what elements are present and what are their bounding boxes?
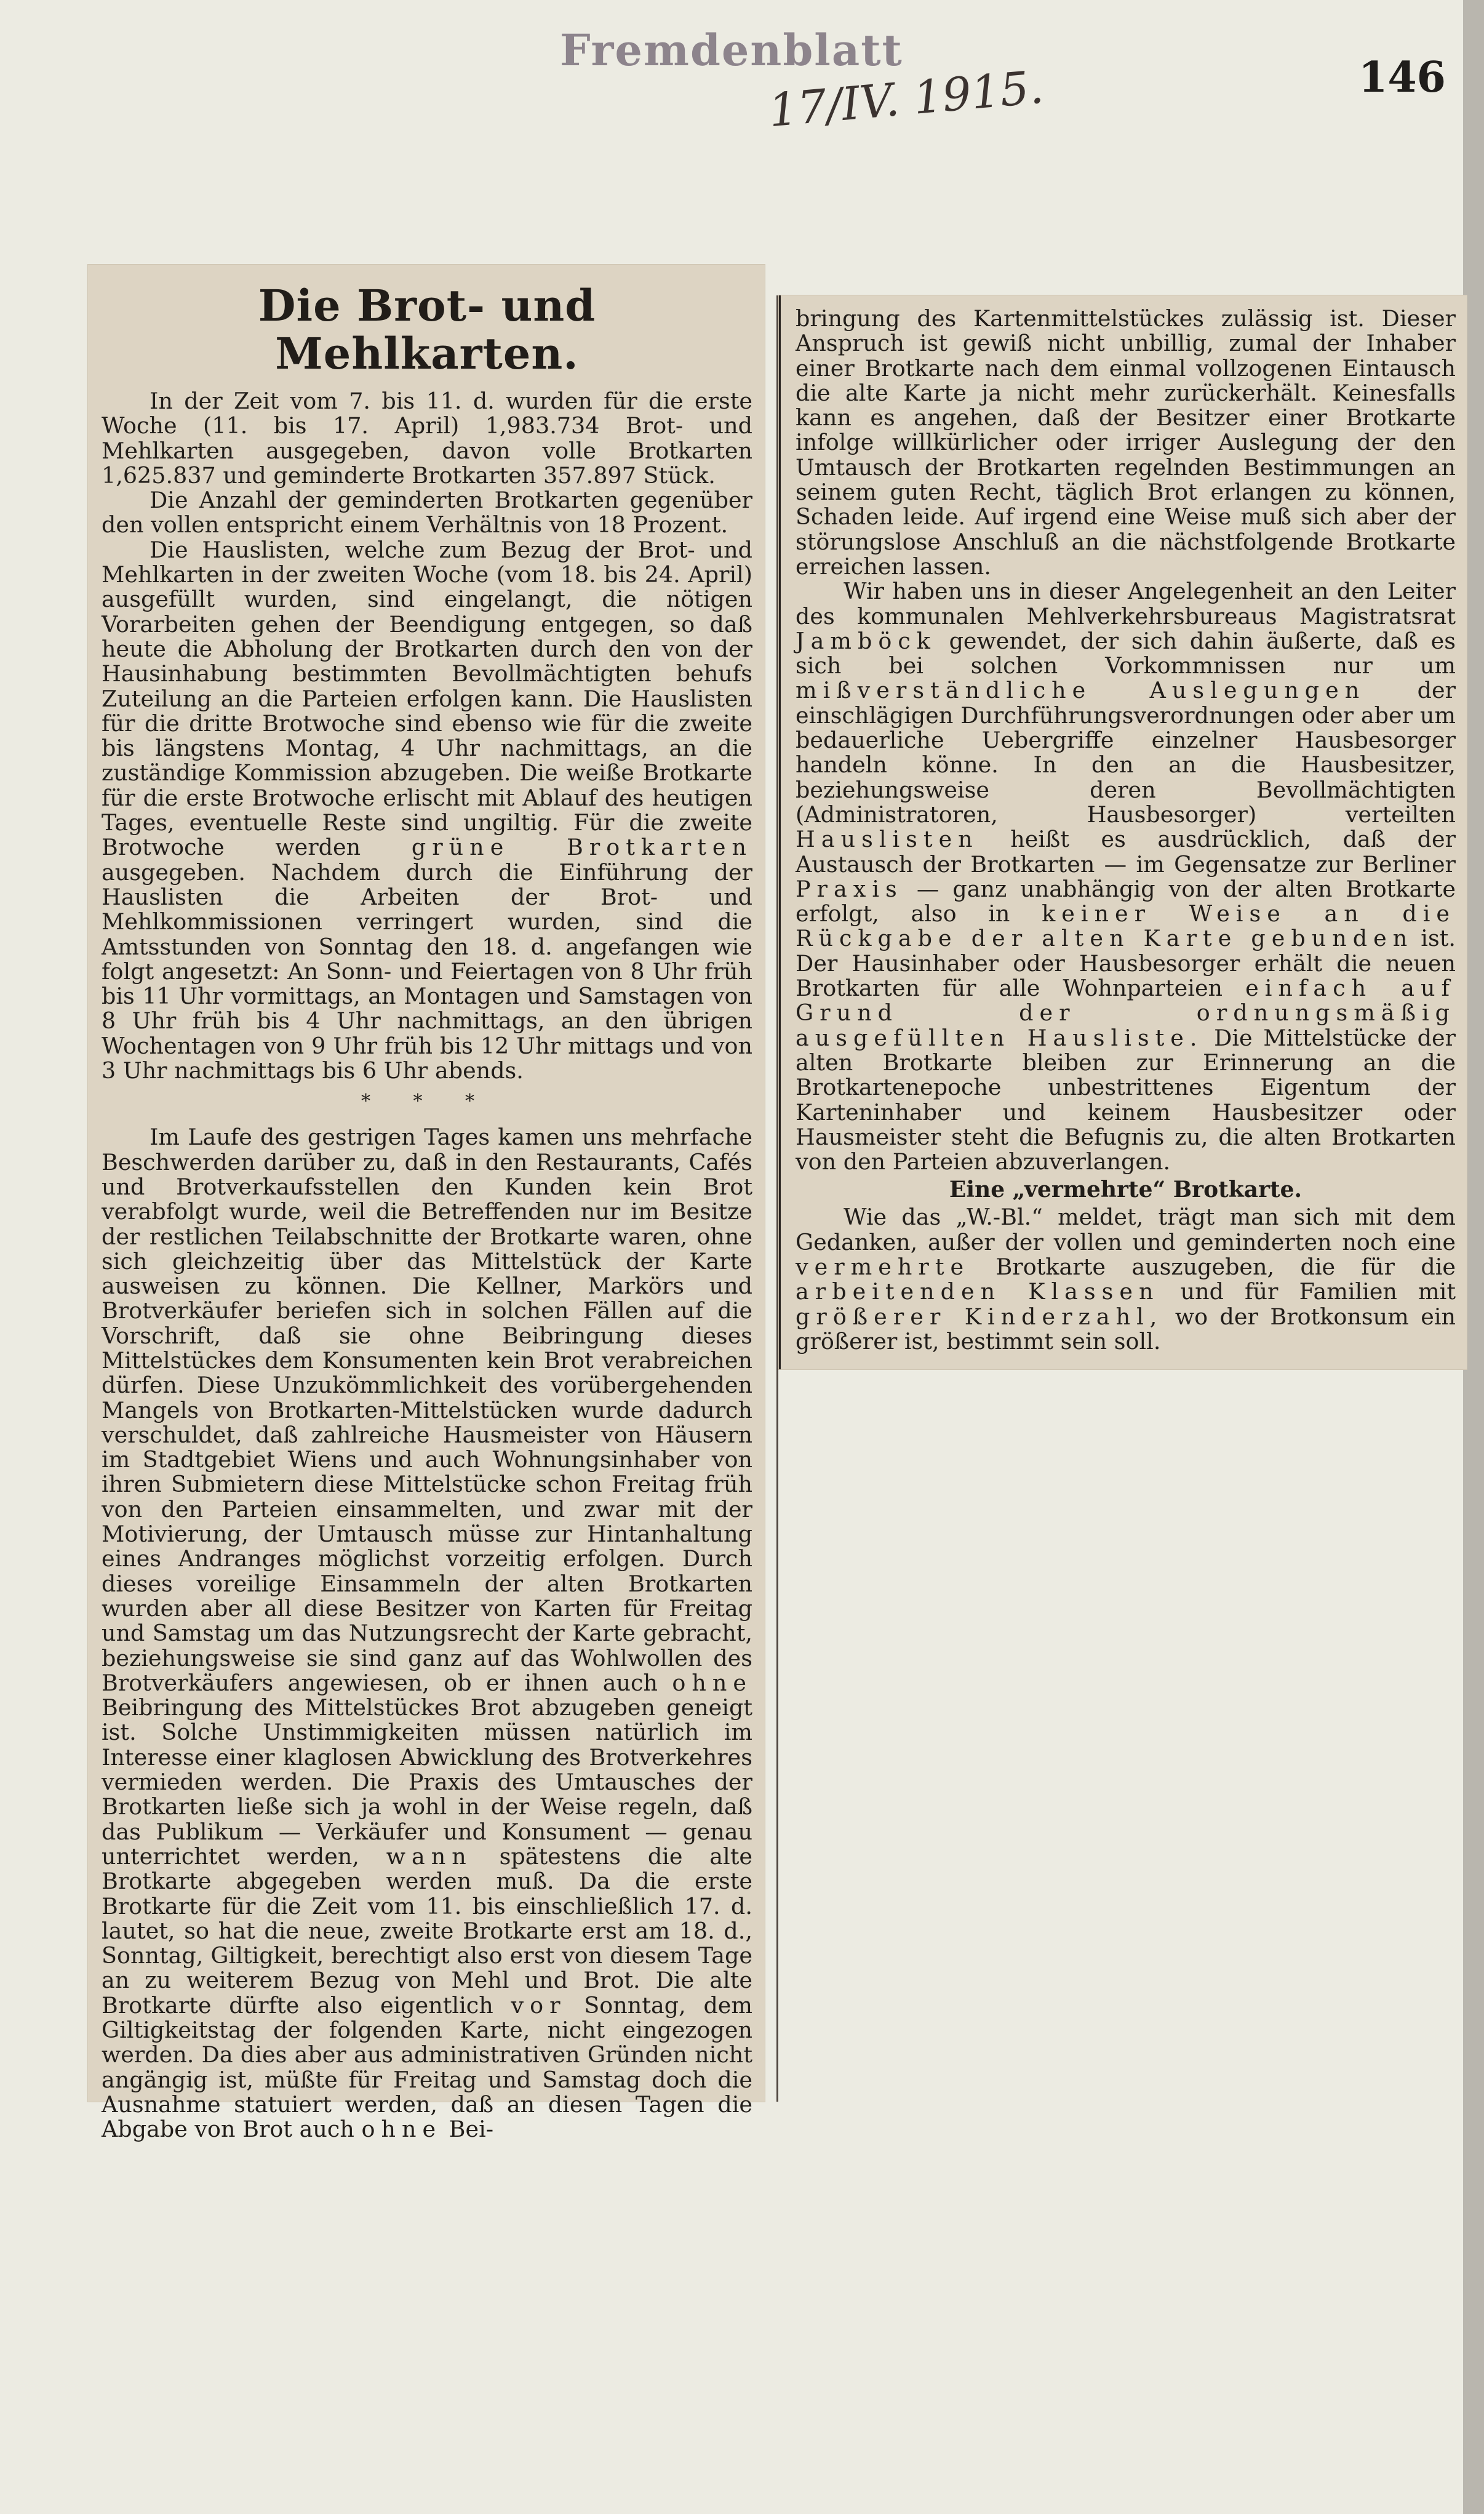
text-run: Im Laufe des gestrigen Tages kamen uns mehrfache Beschwerden darüber zu, daß in den Restaurants, Cafés und Brotverkaufsstellen den Kunden kein Brot verabfolgt wurde, weil die Betreffenden nur im Besitze der restlichen Teilabschnitte der Brotkarte waren, ohne sich gleichzeitig über das Mittelstück der Karte ausweisen zu können. Die Kellner, Markörs und Brotverkäufer beriefen sich in solchen Fällen auf die Vorschrift, daß sie ohne Beibringung dieses Mittelstückes dem Konsumenten kein Brot verabreichen dürfen. Diese Unzukömmlichkeit des vorübergehenden Mangels von Brotkarten-Mittelstücken wurde dadurch verschuldet, daß zahlreiche Hausmeister von Häusern im Stadtgebiet Wiens und auch Wohnungsinhaber von ihren Submietern diese Mittelstücke schon Freitag früh von den Parteien einsammelten, und zwar mit der Motivierung, der Umtausch müsse zur Hintanhaltung eines Andranges möglichst vorzeitig erfolgen. Durch dieses voreilige Einsammeln der alten Brotkarten wurden aber all diese Besitzer von Karten für Freitag und Samstag um das Nutzungsrecht der Karte gebracht, beziehungsweise sie sind ganz auf das Wohlwollen des Brotverkäufers angewiesen, ob er ihnen auch xyxy=(102,1124,752,1696)
text-run: der einschlägigen Durchführungsverordnungen oder aber um bedauerliche Uebergriffe einzelner Hausbesorger handeln könne. In den an die Hausbesitzer, beziehungsweise deren Bevollmächtigten (Administratoren, Hausbesorger) verteilten xyxy=(796,677,1456,828)
text-run: Bei- xyxy=(449,2116,494,2143)
spaced-emphasis: ohne xyxy=(672,1669,752,1696)
spaced-emphasis: ohne xyxy=(361,2116,442,2143)
paragraph: In der Zeit vom 7. bis 11. d. wurden für die erste Woche (11. bis 17. April) 1,983.734 Brot- und Mehlkarten ausgegeben, davon volle Brotkarten 1,625.837 und geminderte Brotkarten 357.897 Stück. xyxy=(102,388,752,489)
column-divider xyxy=(776,295,778,2102)
spaced-emphasis: grüne Brotkarten xyxy=(411,834,752,861)
paragraph: bringung des Kartenmittelstückes zulässig ist. Dieser Anspruch ist gewiß nicht unbillig, zumal der Inhaber einer Brotkarte nach dem einmal vollzogenen Eintausch die alte Karte ja nicht mehr zurückerhält. Keinesfalls kann es angehen, daß der Besitzer einer Brotkarte infolge willkürlicher oder irriger Auslegung der den Umtausch der Brotkarten regelnden Bestimmungen an seinem guten Recht, täglich Brot erlangen zu können, Schaden leide. Auf irgend eine Weise muß sich aber der störungslose Anschluß an die nächstfolgende Brotkarte erreichen lassen. xyxy=(796,305,1456,580)
newspaper-stamp: Fremdenblatt xyxy=(560,25,903,76)
section-subheading: Eine „vermehrte“ Brotkarte. xyxy=(949,1177,1302,1203)
text-run: Wir haben uns in dieser Angelegenheit an den Leiter des kommunalen Mehlverkehrsbureaus Magistratsrat xyxy=(796,578,1456,630)
paragraph xyxy=(796,579,1456,1174)
text-run: Sonntag, dem Giltigkeitstag der folgenden Karte, nicht eingezogen werden. Da dies aber aus administrativen Gründen nicht angängig ist, müßte für Freitag und Samstag doch die Ausnahme statuiert werden, daß an diesen Tagen die Abgabe von Brot auch xyxy=(102,1992,753,2143)
spaced-emphasis: mißverständliche Auslegungen xyxy=(796,677,1366,704)
spaced-emphasis: einfach auf Grund der ordnungsmäßig ausgefüllten Hausliste. xyxy=(796,975,1456,1051)
text-run: Die Mittelstücke der alten Brotkarte bleiben zur Erinnerung an die Brotkartenepoche unbestrittenes Eigentum der Karteninhaber und keinem Hausbesitzer oder Hausmeister steht die Befugnis zu, die alten Brotkarten von den Parteien abzuverlangen. xyxy=(796,1024,1456,1175)
paragraph xyxy=(102,538,752,1084)
spaced-emphasis: Jamböck xyxy=(796,627,936,654)
page-number: 146 xyxy=(1358,53,1446,102)
text-run: ausgegeben. Nachdem durch die Einführung der Hauslisten die Arbeiten der Brot- und Mehlkommissionen verringert wurden, sind die Amtsstunden von Sonntag den 18. d. angefangen wie folgt angesetzt: An Sonn- und Feiertagen von 8 Uhr früh bis 11 Uhr vormittags, an Montagen und Samstagen von 8 Uhr früh bis 4 Uhr nachmittags, an den übrigen Wochentagen von 9 Uhr früh bis 12 Uhr mittags und von 3 Uhr nachmittags bis 6 Uhr abends. xyxy=(102,859,752,1084)
text-run: Wie das „W.-Bl.“ meldet, trägt man sich mit dem Gedanken, außer der vollen und geminderten noch eine xyxy=(796,1204,1456,1255)
text-run: Beibringung des Mittelstückes Brot abzugeben geneigt ist. Solche Unstimmigkeiten müssen natürlich im Interesse einer klaglosen Abwicklung des Brotverkehres vermieden werden. Die Praxis des Umtausches der Brotkarten ließe sich ja wohl in der Weise regeln, daß das Publikum — Verkäufer und Konsument — genau unterrichtet werden, xyxy=(102,1694,752,1870)
text-run: spätestens die alte Brotkarte abgegeben werden muß. Da die erste Brotkarte für die Zeit vom 11. bis einschließlich 17. d. lautet, so hat die neue, zweite Brotkarte erst am 18. d., Sonntag, Giltigkeit, berechtigt also erst von diesem Tage an zu weiterem Bezug von Mehl und Brot. Die alte Brotkarte dürfte also eigentlich xyxy=(102,1843,752,2019)
text-run: Die Hauslisten, welche zum Bezug der Brot- und Mehlkarten in der zweiten Woche (vom 18. bis 24. April) ausgefüllt wurden, sind eingelangt, die nötigen Vorarbeiten gehen der Beendigung entgegen, so daß heute die Abholung der Brotkarten durch den von der Hausinhabung bestimmten Bevollmächtigten behufs Zuteilung an die Parteien erfolgen kann. Die Hauslisten für die dritte Brotwoche sind ebenso wie für die zweite bis längstens Montag, 4 Uhr nachmittags, an die zuständige Kommission abzugeben. Die weiße Brotkarte für die erste Brotwoche erlischt mit Ablauf des heutigen Tages, eventuelle Reste sind ungiltig. Für die zweite Brotwoche werden xyxy=(102,536,752,861)
section-separator: * * * xyxy=(361,1091,493,1113)
paragraph xyxy=(102,1125,752,2142)
spaced-emphasis: keiner Weise an die Rückgabe der alten Karte gebunden xyxy=(796,900,1456,952)
text-run: ist. Der Hausinhaber oder Hausbesorger erhält die neuen Brotkarten für alle Wohnparteien xyxy=(796,925,1456,1002)
spaced-emphasis: größerer Kinderzahl, xyxy=(796,1303,1163,1330)
spaced-emphasis: arbeitenden Klassen xyxy=(796,1278,1160,1305)
spaced-emphasis: vor xyxy=(511,1992,567,2019)
text-run: Brotkarte auszugeben, die für die xyxy=(995,1253,1456,1280)
article-title: Die Brot- und Mehlkarten. xyxy=(258,280,596,379)
clipping-left-column xyxy=(88,265,765,2143)
text-run: wo der Brotkonsum ein größerer ist, bestimmt sein soll. xyxy=(796,1303,1456,1355)
spaced-emphasis: Hauslisten xyxy=(796,826,979,853)
spaced-emphasis: vermehrte xyxy=(796,1253,970,1280)
spaced-emphasis: Praxis xyxy=(796,875,903,902)
text-run: gewendet, der sich dahin äußerte, daß es sich bei solchen Vorkommnissen nur um xyxy=(796,627,1456,679)
handwritten-date: 17/IV. 1915. xyxy=(766,60,1046,138)
paragraph: Die Anzahl der geminderten Brotkarten gegenüber den vollen entspricht einem Verhältnis von 18 Prozent. xyxy=(102,487,752,538)
text-run: heißt es ausdrücklich, daß der Austausch der Brotkarten — im Gegensatze zur Berliner xyxy=(796,826,1456,878)
text-run: — ganz unabhängig von der alten Brotkarte erfolgt, also in xyxy=(796,875,1456,927)
clipping-right-column xyxy=(779,295,1467,1369)
spaced-emphasis: wann xyxy=(386,1843,473,1870)
paragraph xyxy=(796,1205,1456,1354)
text-run: und für Familien mit xyxy=(1180,1278,1456,1305)
